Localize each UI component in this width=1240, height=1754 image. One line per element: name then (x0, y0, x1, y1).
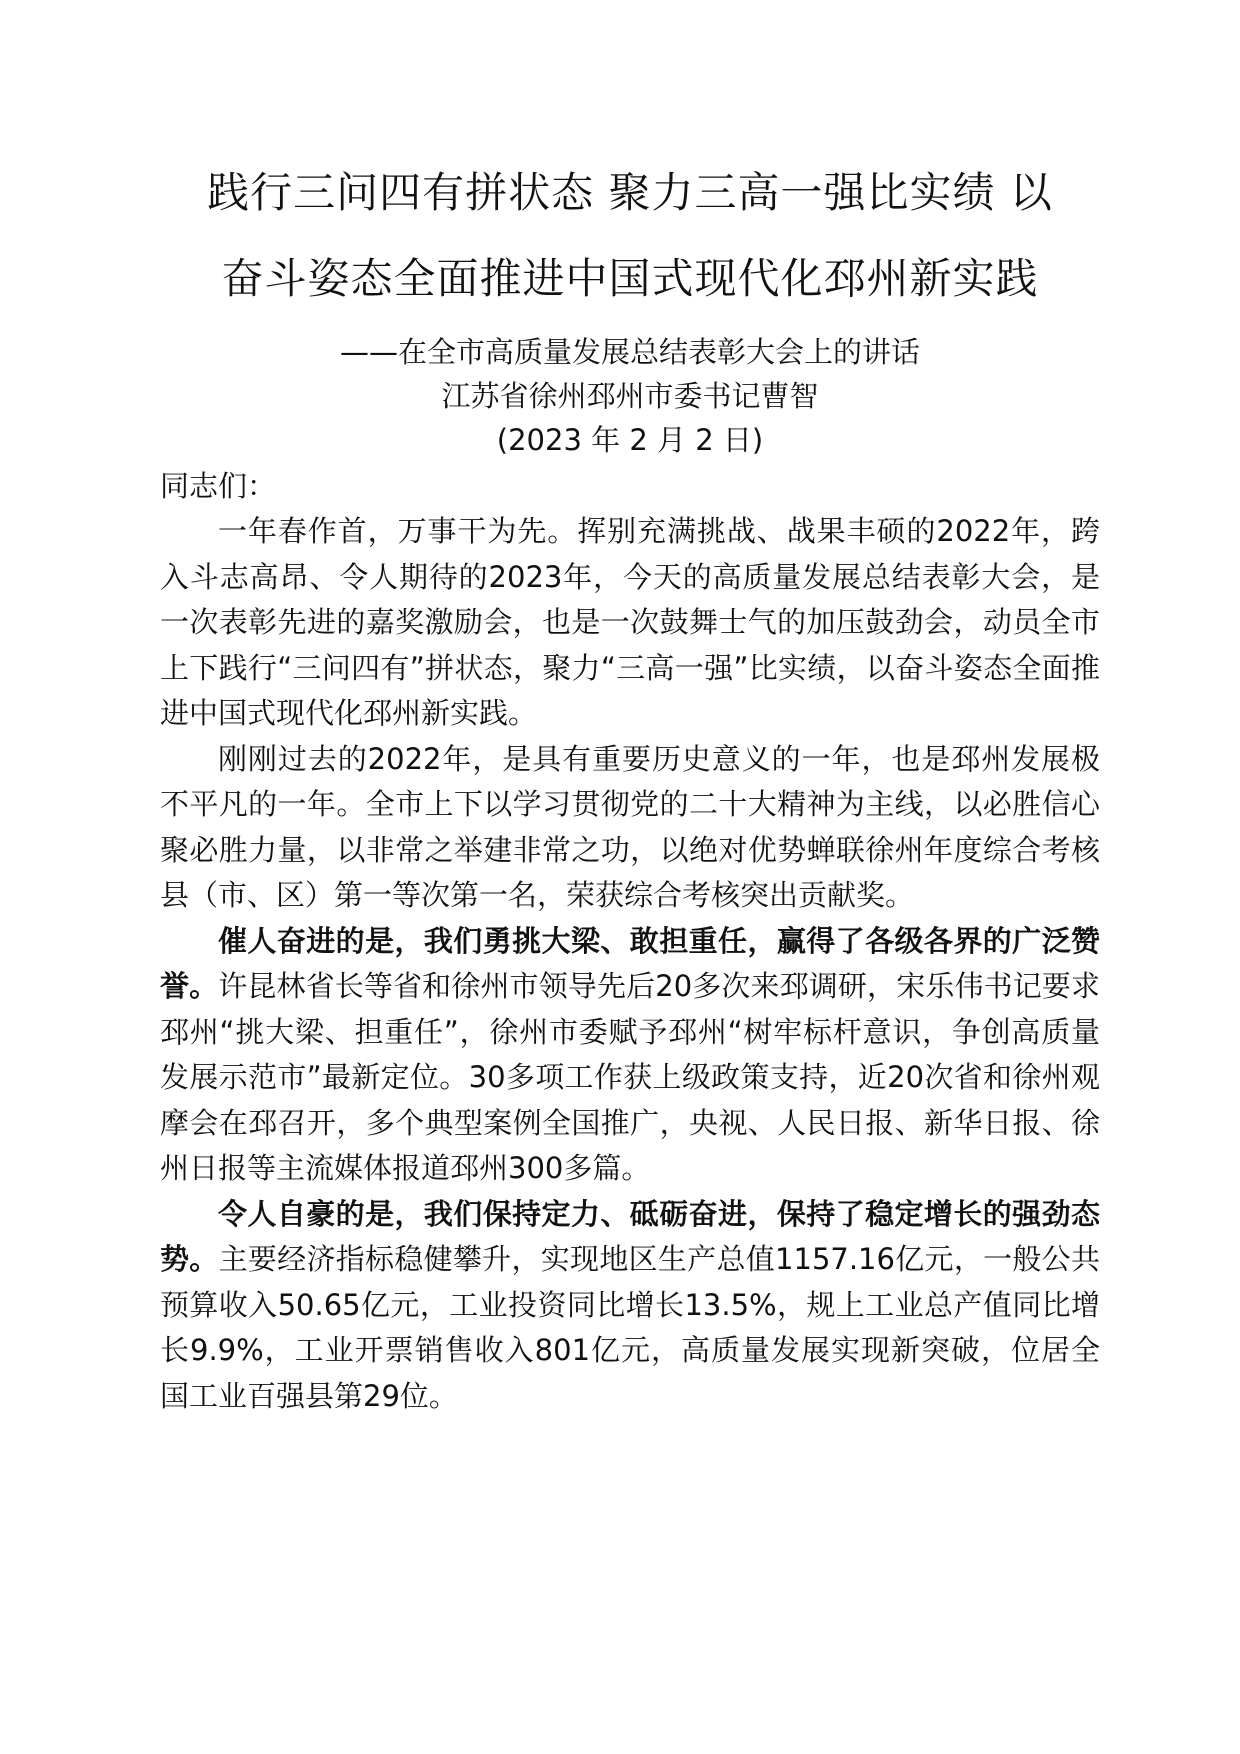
paragraph-3 (160, 919, 1100, 1192)
paragraph-lead: 令人自豪的是，我们保持定力、砥砺奋进，保持了稳定增长的强劲态势。 (160, 1196, 1100, 1276)
title-line-1: 践行三问四有拼状态 聚力三高一强比实绩 以 (207, 168, 1053, 217)
speech-author: 江苏省徐州邳州市委书记曹智 (441, 379, 819, 413)
paragraph-lead: 催人奋进的是，我们勇挑大梁、敢担重任，赢得了各级各界的广泛赞誉。 (160, 923, 1100, 1003)
paragraph-2 (160, 737, 1100, 919)
document-page (160, 150, 1100, 1419)
document-title (160, 150, 1100, 322)
title-line-2: 奋斗姿态全面推进中国式现代化邳州新实践 (221, 254, 1039, 303)
paragraph-text: 刚刚过去的2022年，是具有重要历史意义的一年，也是邳州发展极不平凡的一年。全市上下以学习贯彻党的二十大精神为主线，以必胜信心聚必胜力量，以非常之举建非常之功，以绝对优势蝉联徐州年度综合考核县（市、区）第一等次第一名，荣获综合考核突出贡献奖。 (160, 741, 1100, 912)
salutation: 同志们： (160, 469, 277, 503)
paragraph-text: 许昆林省长等省和徐州市领导先后20多次来邳调研，宋乐伟书记要求邳州“挑大梁、担重任”，徐州市委赋予邳州“树牢标杆意识，争创高质量发展示范市”最新定位。30多项工作获上级政策支持，近20次省和徐州观摩会在邳召开，多个典型案例全国推广，央视、人民日报、新华日报、徐州日报等主流媒体报道邳州300多篇。 (160, 969, 1100, 1185)
paragraph-text: 一年春作首，万事干为先。挥别充满挑战、战果丰硕的2022年，跨入斗志高昂、令人期待的2023年，今天的高质量发展总结表彰大会，是一次表彰先进的嘉奖激励会，也是一次鼓舞士气的加压鼓劲会，动员全市上下践行“三问四有”拼状态，聚力“三高一强”比实绩，以奋斗姿态全面推进中国式现代化邳州新实践。 (160, 514, 1100, 730)
paragraph-1 (160, 509, 1100, 737)
paragraph-text: 主要经济指标稳健攀升，实现地区生产总值1157.16亿元，一般公共预算收入50.65亿元，工业投资同比增长13.5%，规上工业总产值同比增长9.9%，工业开票销售收入801亿元，高质量发展实现新突破，位居全国工业百强县第29位。 (160, 1242, 1100, 1413)
speech-subtitle: ——在全市高质量发展总结表彰大会上的讲话 (339, 335, 920, 369)
paragraph-4 (160, 1192, 1100, 1420)
speech-date: (2023 年 2 月 2 日) (496, 423, 764, 457)
